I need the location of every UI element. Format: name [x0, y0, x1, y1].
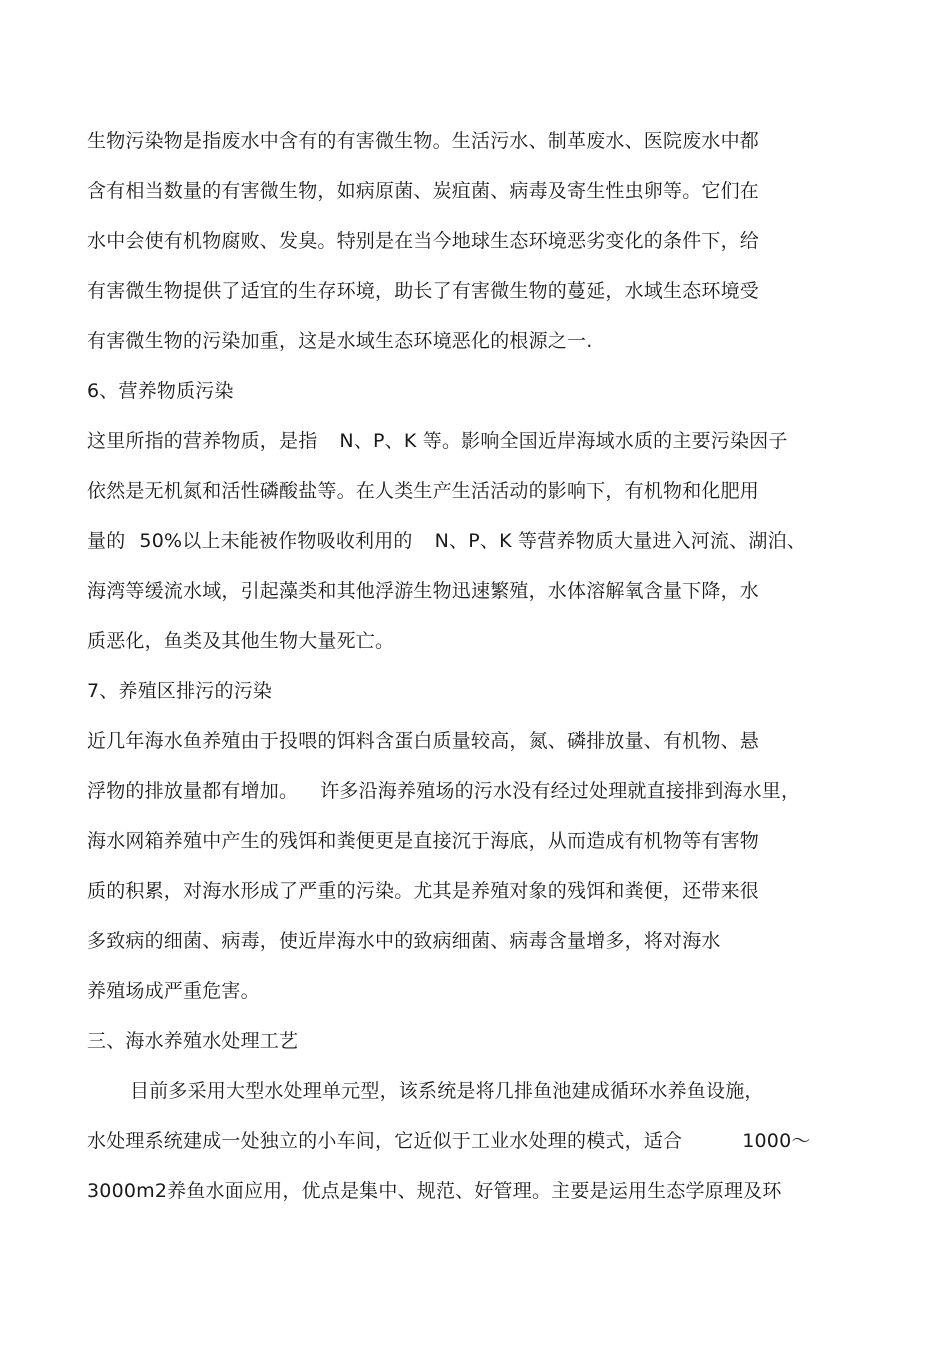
paragraph-line: 含有相当数量的有害微生物，如病原菌、炭疽菌、病毒及寄生性虫卵等。它们在	[87, 180, 760, 202]
text-span: N、P、K 等营养物质大量进入河流、湖泊、	[434, 530, 807, 552]
section-heading: 7、养殖区排污的污染	[87, 680, 273, 702]
paragraph-line: 有害微生物提供了适宜的生存环境，助长了有害微生物的蔓延，水域生态环境受	[87, 280, 760, 302]
paragraph-line: 养殖场成严重危害。	[87, 980, 260, 1002]
paragraph-line: 海湾等缓流水域，引起藻类和其他浮游生物迅速繁殖，水体溶解氧含量下降，水	[87, 580, 760, 602]
paragraph-line: 近几年海水鱼养殖由于投喂的饵料含蛋白质量较高，氮、磷排放量、有机物、悬	[87, 730, 760, 752]
paragraph-line	[87, 778, 800, 804]
paragraph-line: 目前多采用大型水处理单元型，该系统是将几排鱼池建成循环水养鱼设施，	[130, 1080, 764, 1102]
text-span: 量的	[87, 530, 126, 552]
paragraph-line: 质的积累，对海水形成了严重的污染。尤其是养殖对象的残饵和粪便，还带来很	[87, 880, 760, 902]
text-span: 50%以上未能被作物吸收利用的	[139, 530, 413, 552]
paragraph-line: 海水网箱养殖中产生的残饵和粪便更是直接沉于海底，从而造成有机物等有害物	[87, 830, 760, 852]
text-span: 1000～	[742, 1130, 811, 1152]
paragraph-line: 有害微生物的污染加重，这是水域生态环境恶化的根源之一.	[87, 330, 593, 352]
text-span: 这里所指的营养物质，是指	[87, 430, 318, 452]
section-heading: 6、营养物质污染	[87, 380, 234, 402]
paragraph-line: 3000m2养鱼水面应用，优点是集中、规范、好管理。主要是运用生态学原理及环	[87, 1180, 782, 1202]
text-span: 许多沿海养殖场的污水没有经过处理就直接排到海水里，	[320, 780, 801, 802]
text-span: 水处理系统建成一处独立的小车间，它近似于工业水处理的模式，适合	[87, 1130, 683, 1152]
paragraph-line: 水中会使有机物腐败、发臭。特别是在当今地球生态环境恶劣变化的条件下，给	[87, 230, 760, 252]
paragraph-line	[87, 428, 788, 454]
text-span: 浮物的排放量都有增加。	[87, 780, 299, 802]
text-span: N、P、K 等。影响全国近岸海域水质的主要污染因子	[339, 430, 788, 452]
section-heading: 三、海水养殖水处理工艺	[87, 1030, 299, 1052]
paragraph-line: 依然是无机氮和活性磷酸盐等。在人类生产生活活动的影响下，有机物和化肥用	[87, 480, 760, 502]
paragraph-line: 生物污染物是指废水中含有的有害微生物。生活污水、制革废水、医院废水中都	[87, 130, 760, 152]
paragraph-line	[87, 528, 806, 554]
paragraph-line	[87, 1128, 811, 1154]
paragraph-line: 质恶化，鱼类及其他生物大量死亡。	[87, 630, 395, 652]
paragraph-line: 多致病的细菌、病毒，使近岸海水中的致病细菌、病毒含量增多，将对海水	[87, 930, 721, 952]
